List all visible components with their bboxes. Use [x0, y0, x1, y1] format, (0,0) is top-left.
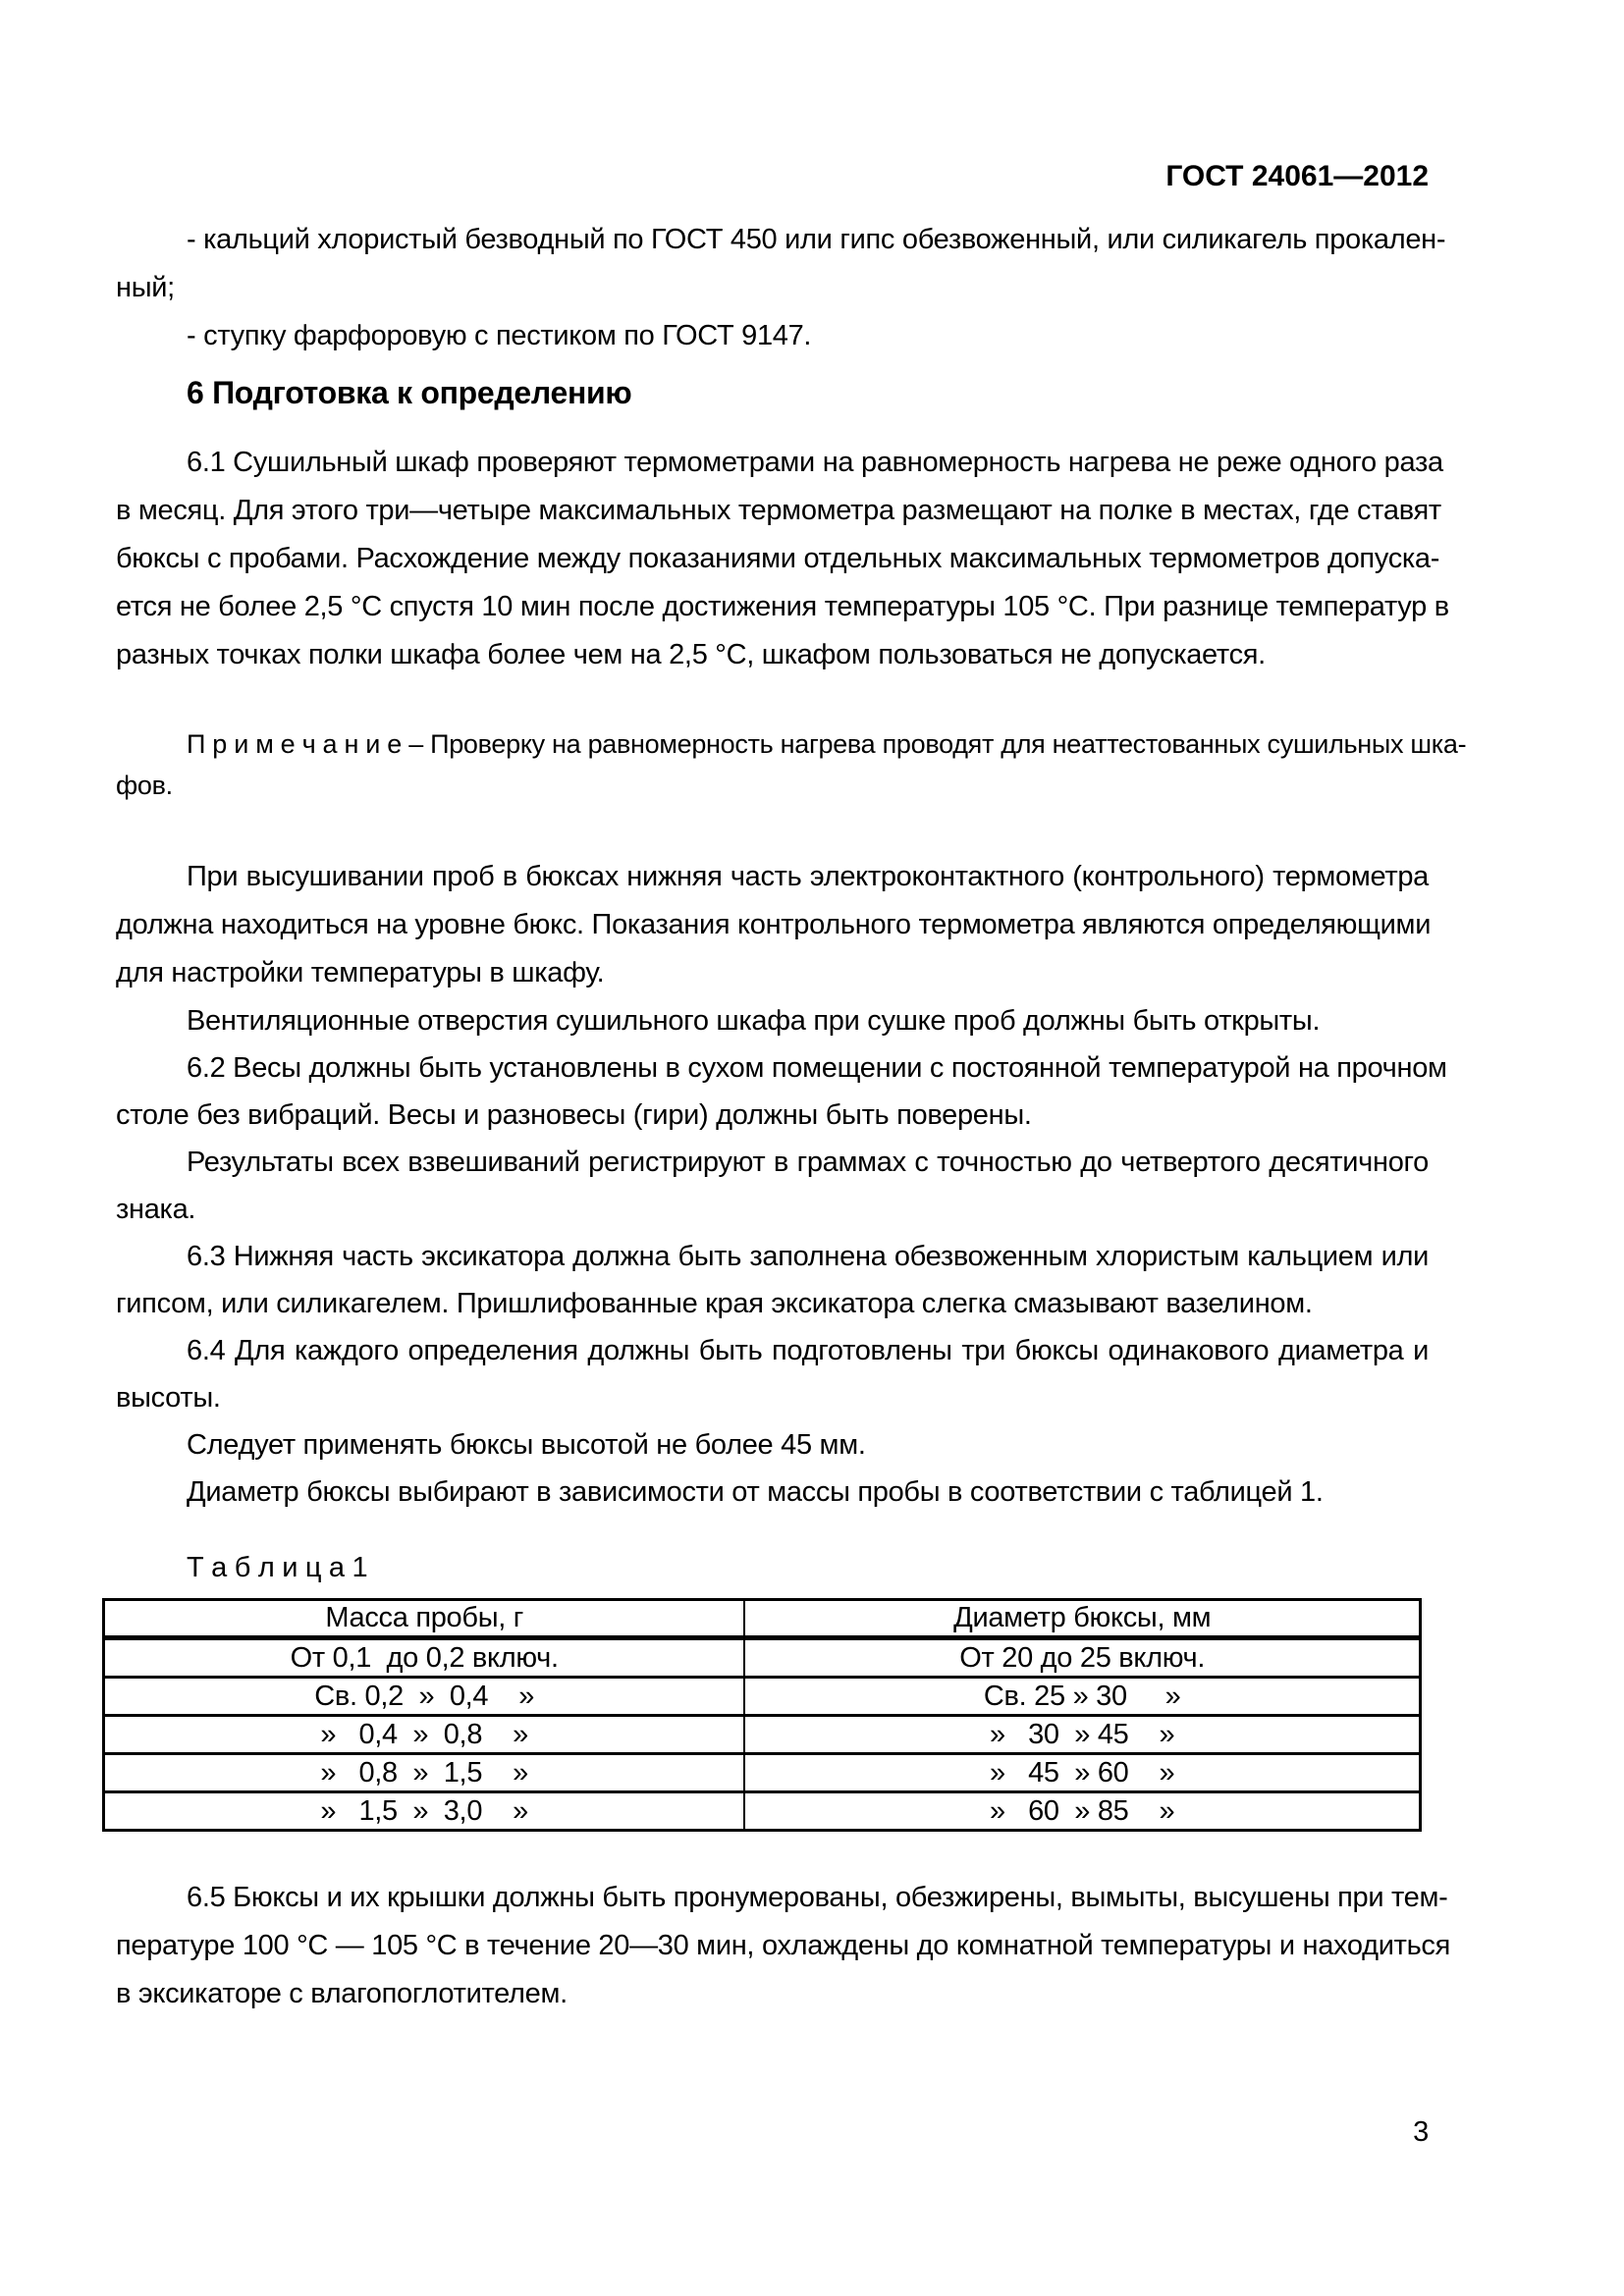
text-line: - кальций хлористый безводный по ГОСТ 450 или гипс обезвоженный, или силикагель прокален-	[187, 224, 1446, 255]
table-row	[104, 1678, 1421, 1716]
text-line: в месяц. Для этого три—четыре максимальных термометра размещают на полке в местах, где ставят	[116, 495, 1441, 526]
section-6-heading: 6 Подготовка к определению	[187, 375, 632, 410]
paragraph-bux-diameter	[116, 1468, 1429, 1516]
page-number: 3	[1413, 2116, 1429, 2148]
text-line: фов.	[116, 771, 173, 800]
paragraph-6-4	[116, 1327, 1429, 1421]
paragraph-weighing-results	[116, 1139, 1429, 1233]
table-row	[104, 1716, 1421, 1754]
intro-paragraph	[116, 216, 1446, 360]
text-line: 6.4 Для каждого определения должны быть подготовлены три бюксы одинакового диаметра и	[187, 1335, 1429, 1366]
document-content	[116, 216, 1467, 2156]
paragraph-ventilation	[116, 997, 1429, 1044]
table-cell-diameter: От 20 до 25 включ.	[744, 1638, 1420, 1678]
doc-number-header: ГОСТ 24061—2012	[1165, 160, 1429, 192]
text-line: Вентиляционные отверстия сушильного шкафа при сушке проб должны быть открыты.	[187, 1005, 1321, 1037]
text-line: бюксы с пробами. Расхождение между показаниями отдельных максимальных термометров допуска-	[116, 543, 1440, 574]
text-line: гипсом, или силикагелем. Пришлифованные края эксикатора слегка смазывают вазелином.	[116, 1288, 1313, 1319]
text-line: пературе 100 °С — 105 °С в течение 20—30 мин, охлаждены до комнатной температуры и находиться	[116, 1930, 1451, 1961]
table-row	[104, 1638, 1421, 1678]
text-line: - ступку фарфоровую с пестиком по ГОСТ 9147.	[187, 320, 812, 351]
paragraph-6-3	[116, 1233, 1429, 1327]
table-cell-diameter: » 45 » 60 »	[744, 1754, 1420, 1792]
text-line: Результаты всех взвешиваний регистрируют в граммах с точностью до четвертого десятичного	[187, 1147, 1429, 1178]
table-row	[104, 1792, 1421, 1831]
text-line: 6.1 Сушильный шкаф проверяют термометрами на равномерность нагрева не реже одного раза	[187, 447, 1443, 478]
table-cell-diameter: » 60 » 85 »	[744, 1792, 1420, 1831]
table-1	[102, 1598, 1422, 1832]
paragraph-thermometer	[116, 853, 1432, 997]
table-header-mass: Масса пробы, г	[104, 1600, 745, 1638]
paragraph-6-5	[116, 1874, 1451, 2018]
table-cell-diameter: » 30 » 45 »	[744, 1716, 1420, 1754]
table-cell-mass: Св. 0,2 » 0,4 »	[104, 1678, 745, 1716]
text-line: высоты.	[116, 1382, 221, 1414]
table-1-label: Т а б л и ц а 1	[187, 1552, 368, 1583]
table-cell-mass: » 0,4 » 0,8 »	[104, 1716, 745, 1754]
text-line: столе без вибраций. Весы и разновесы (гири) должны быть поверены.	[116, 1099, 1032, 1131]
text-line: 6.5 Бюксы и их крышки должны быть пронумерованы, обезжирены, вымыты, высушены при тем-	[187, 1882, 1448, 1913]
paragraph-bux-height	[116, 1421, 1429, 1468]
text-line: Диаметр бюксы выбирают в зависимости от массы пробы в соответствии с таблицей 1.	[187, 1476, 1324, 1508]
text-line: в эксикаторе с влагопоглотителем.	[116, 1978, 568, 2009]
text-line: разных точках полки шкафа более чем на 2,5 °С, шкафом пользоваться не допускается.	[116, 639, 1266, 670]
table-cell-mass: » 0,8 » 1,5 »	[104, 1754, 745, 1792]
text-line: должна находиться на уровне бюкс. Показания контрольного термометра являются определяющими	[116, 909, 1432, 940]
table-row	[104, 1754, 1421, 1792]
table-header-row	[104, 1600, 1421, 1638]
paragraph-6-1	[116, 439, 1449, 679]
table-cell-mass: » 1,5 » 3,0 »	[104, 1792, 745, 1831]
table-cell-diameter: Св. 25 » 30 »	[744, 1678, 1420, 1716]
text-line: 6.3 Нижняя часть эксикатора должна быть заполнена обезвоженным хлористым кальцием или	[187, 1241, 1429, 1272]
text-line: знака.	[116, 1194, 196, 1225]
text-line: для настройки температуры в шкафу.	[116, 957, 605, 988]
note-paragraph	[116, 723, 1467, 806]
text-line: ется не более 2,5 °С спустя 10 мин после достижения температуры 105 °С. При разнице температур в	[116, 591, 1449, 622]
text-line: Следует применять бюксы высотой не более 45 мм.	[187, 1429, 866, 1461]
paragraph-6-2	[116, 1044, 1447, 1139]
text-line: При высушивании проб в бюксах нижняя часть электроконтактного (контрольного) термометра	[187, 861, 1429, 892]
table-header-diameter: Диаметр бюксы, мм	[744, 1600, 1420, 1638]
text-line: 6.2 Весы должны быть установлены в сухом помещении с постоянной температурой на прочном	[187, 1052, 1447, 1084]
text-line: ный;	[116, 272, 175, 303]
text-line: П р и м е ч а н и е – Проверку на равномерность нагрева проводят для неаттестованных сушильных шка-	[187, 729, 1467, 759]
table-cell-mass: От 0,1 до 0,2 включ.	[104, 1638, 745, 1678]
